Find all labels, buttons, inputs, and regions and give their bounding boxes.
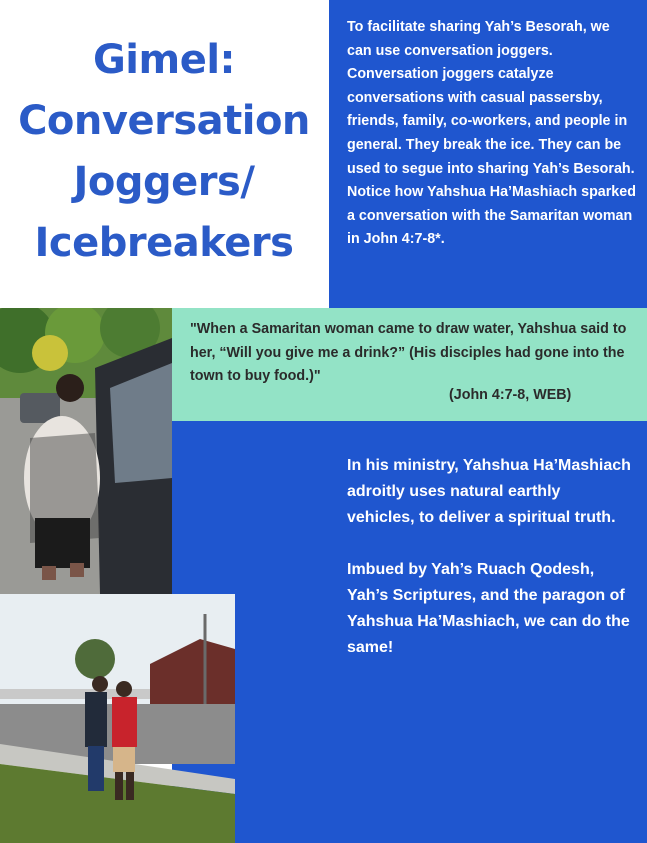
title-line-3: Joggers/	[73, 159, 255, 205]
body-text	[347, 453, 632, 687]
title-line-1: Gimel:	[92, 37, 236, 83]
photo-men-talking	[0, 594, 235, 843]
body-paragraph-2: Imbued by Yah’s Ruach Qodesh, Yah’s Scriptures, and the paragon of Yahshua Ha’Mashiach, we can do the same!	[347, 561, 630, 656]
intro-text: To facilitate sharing Yah’s Besorah, we can use conversation joggers. Conversation joggers catalyze conversations with casual passersby, friends, family, co-workers, and people in general. They break the ice. They can be used to segue into sharing Yah’s Besorah. Notice how Yahshua Ha’Mashiach sparked a conversation with the Samaritan woman in John 4:7-8*.	[347, 19, 636, 248]
body-paragraph-1: In his ministry, Yahshua Ha’Mashiach adroitly uses natural earthly vehicles, to deliver a spiritual truth.	[347, 457, 631, 526]
scripture-quote: "When a Samaritan woman came to draw water, Yahshua said to her, “Will you give me a drink?” (His disciples had gone into the town to buy food.)"	[190, 321, 627, 384]
page-title	[0, 30, 328, 274]
title-line-2: Conversation	[18, 98, 310, 144]
title-line-4: Icebreakers	[34, 220, 294, 266]
scripture-citation: (John 4:7-8, WEB)	[449, 387, 572, 403]
photo-woman-at-car	[0, 308, 172, 594]
